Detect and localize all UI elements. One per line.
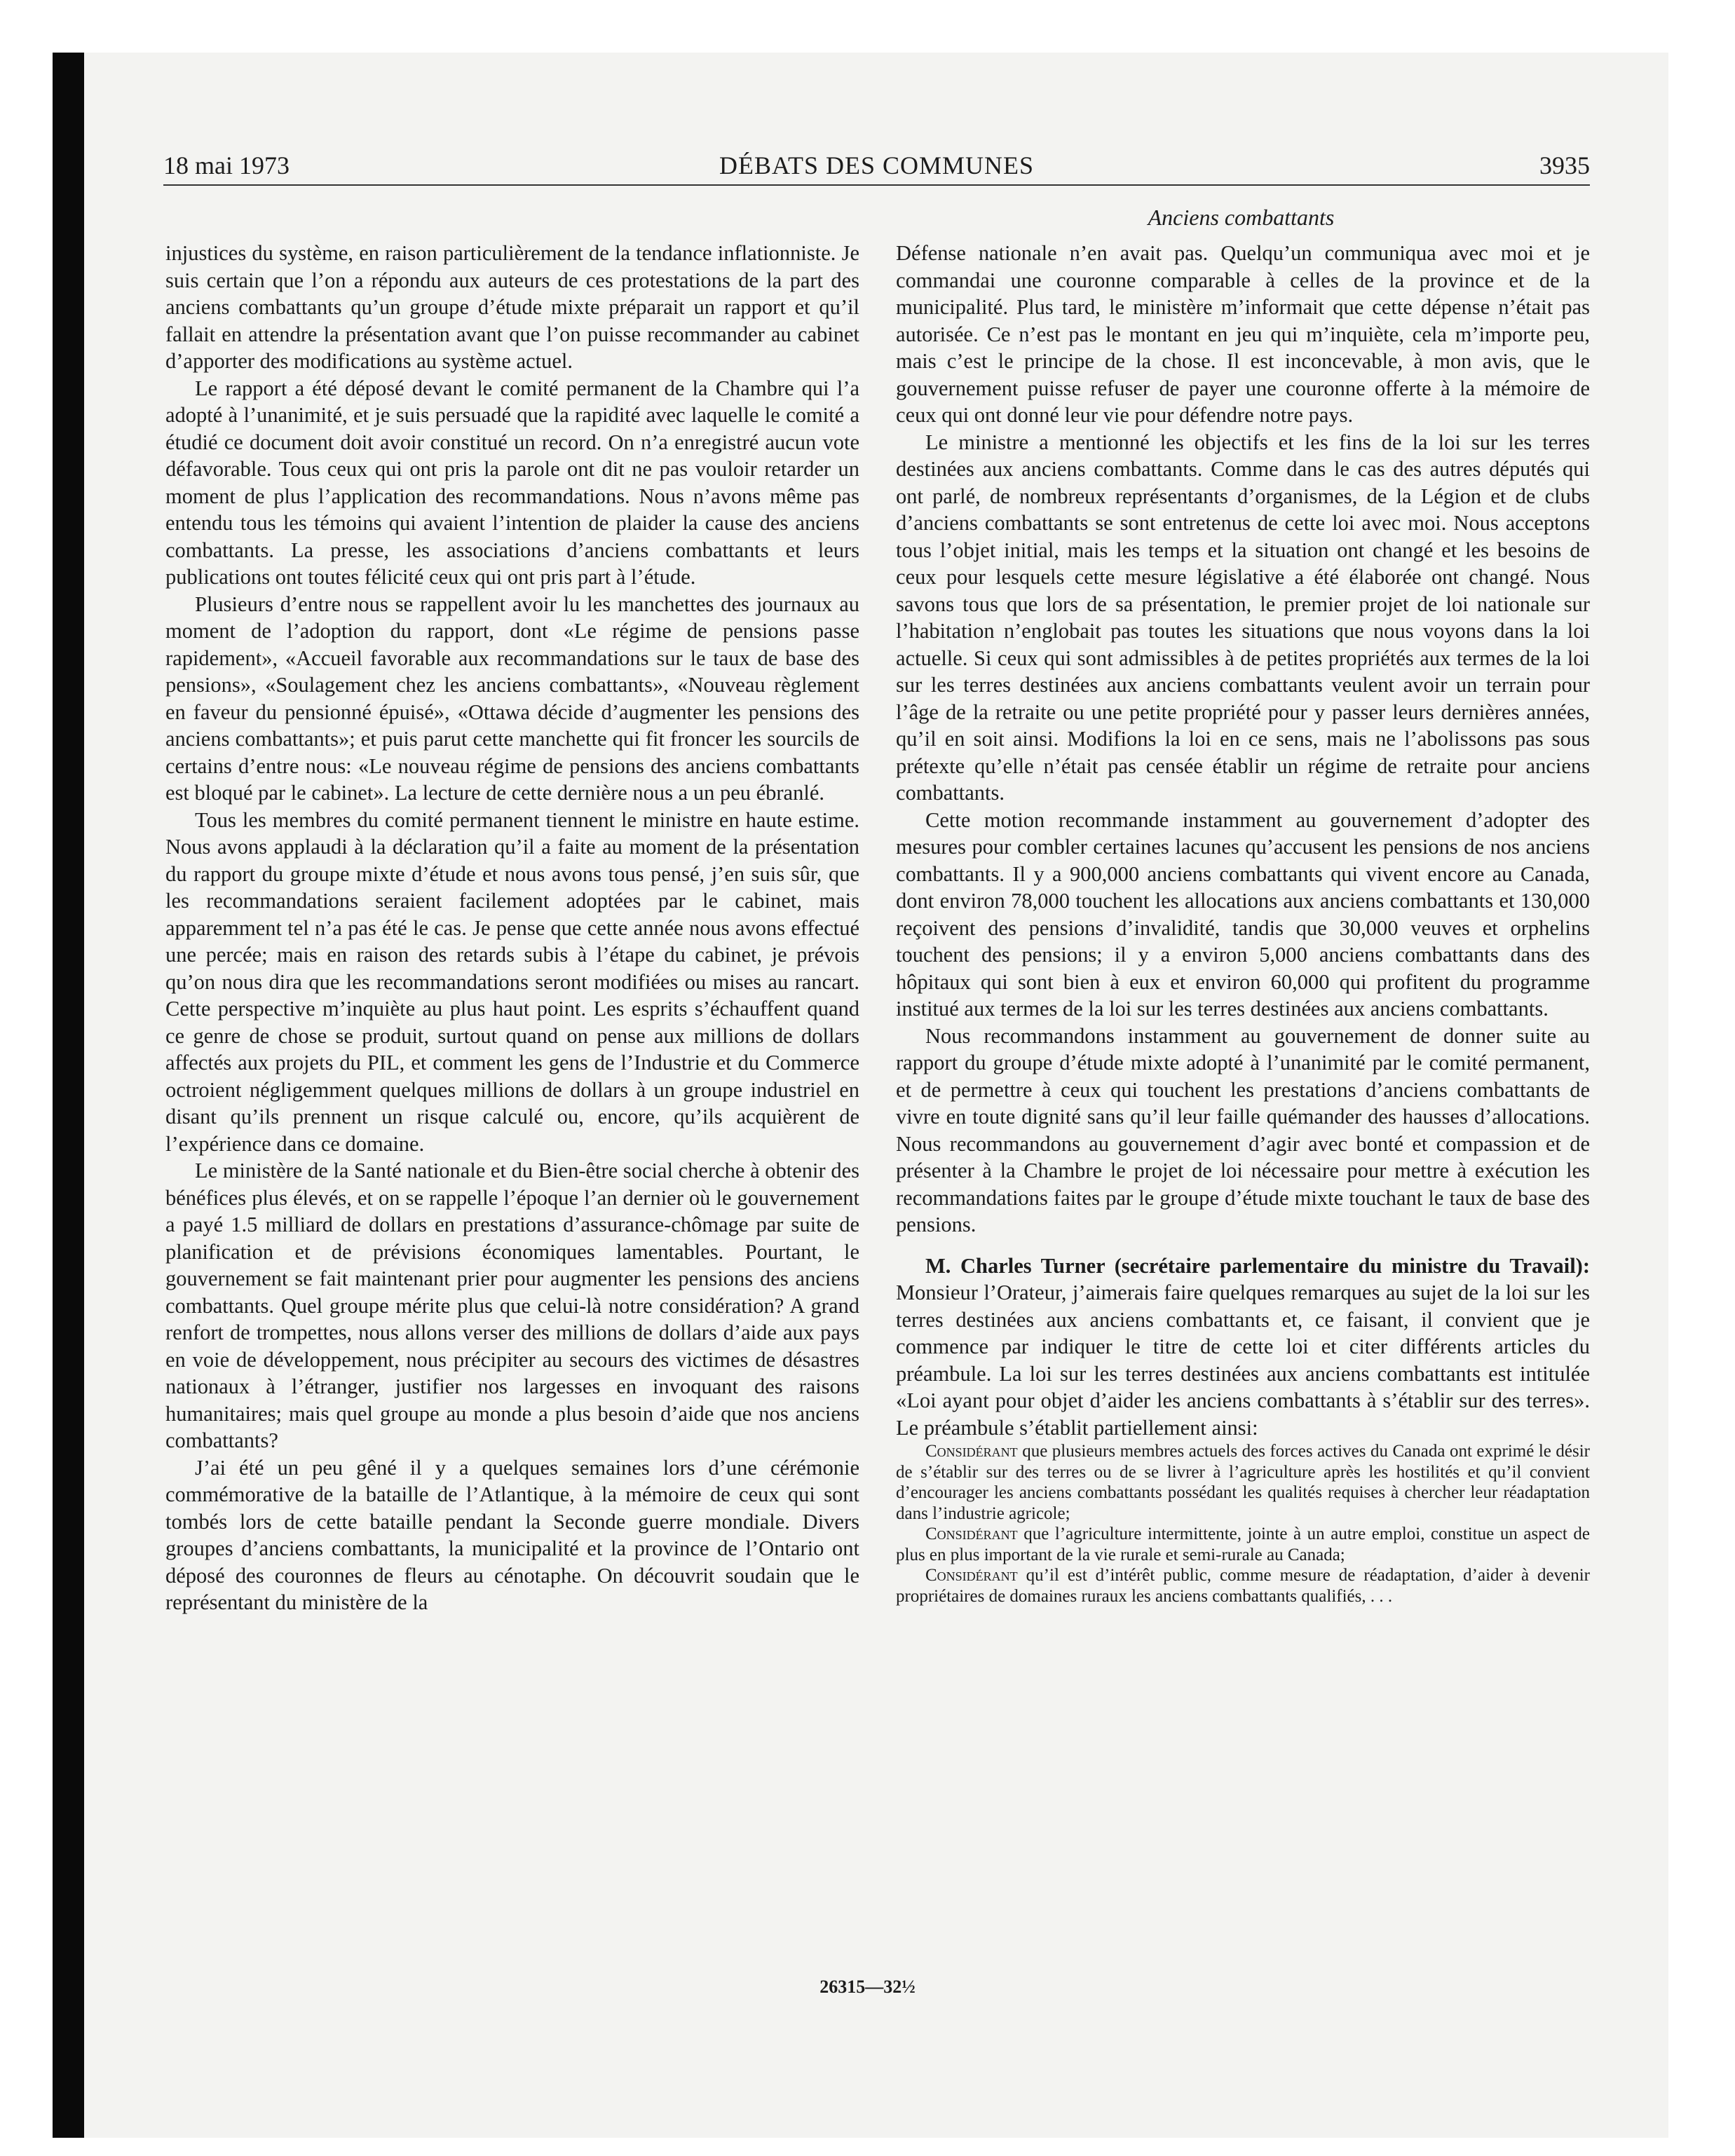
section-title: Anciens combattants [1148, 205, 1335, 230]
preamble-quote [896, 1524, 1590, 1565]
header-date: 18 mai 1973 [163, 151, 290, 179]
paragraph: Le ministre a mentionné les objectifs et les fins de la loi sur les terres destinées aux anciens combattants. Comme dans le cas des autres députés qui ont parlé, de nombreux représentants d’organismes, de la Légion et de clubs d’anciens combattants se sont entretenus de cette loi avec moi. Nous acceptons tous l’objet initial, mais les temps et la situation ont changé et les besoins de ceux pour lesquels cette mesure législative a été élaborée ont changé. Nous savons tous que lors de sa présentation, le premier projet de loi nationale sur l’habitation n’englobait pas toutes les situations que nous voyons dans la loi actuelle. Si ceux qui sont admissibles à de petites propriétés aux termes de la loi sur les terres destinées aux anciens combattants veulent avoir un terrain pour l’âge de la retraite ou une petite propriété pour y passer leurs dernières années, qu’il en soit ainsi. Modifions la loi en ce sens, mais ne l’abolissons pas sous prétexte qu’elle n’était pas censée établir un régime de retraite pour anciens combattants. [896, 430, 1590, 805]
quote-text: qu’il est d’intérêt public, comme mesure de réadaptation, d’aider à devenir propriétaires de domaines ruraux les anciens combattants qualifiés, . . . [896, 1566, 1590, 1606]
quote-text: que plusieurs membres actuels des forces actives du Canada ont exprimé le désir de s’établir sur des terres ou de se livrer à l’agriculture après les hostilités et qu’il convient d’encourager les anciens combattants possédant les qualités requises à chercher leur réadaptation dans l’industrie agricole; [896, 1442, 1590, 1523]
paragraph: Défense nationale n’en avait pas. Quelqu’un communiqua avec moi et je commandai une couronne comparable à celles de la province et de la municipalité. Plus tard, le ministère m’informait que cette dépense n’était pas autorisée. Ce n’est pas le montant en jeu qui m’inquiète, cela m’importe peu, mais c’est le principe de la chose. Il est inconcevable, à mon avis, que le gouvernement puisse refuser de payer une couronne offerte à la mémoire de ceux qui ont donné leur vie pour défendre notre pays. [896, 241, 1590, 427]
quote-lead: Considérant [925, 1442, 1018, 1461]
quote-text: que l’agriculture intermittente, jointe à un autre emploi, constitue un aspect de plus en plus important de la vie rurale et semi-rurale au Canada; [896, 1524, 1591, 1564]
preamble-quote [896, 1441, 1590, 1524]
quote-lead: Considérant [925, 1566, 1018, 1585]
paragraph: Cette motion recommande instamment au gouvernement d’adopter des mesures pour combler certaines lacunes qu’accusent les pensions de nos anciens combattants. Il y a 900,000 anciens combattants qui vivent encore au Canada, dont environ 78,000 touchent les allocations aux anciens combattants et 130,000 reçoivent des pensions d’invalidité, tandis que 30,000 veuves et orphelins touchent des pensions; il y a environ 5,000 anciens combattants dans des hôpitaux qui sont bien à eux et environ 60,000 qui profitent du programme institué aux termes de la loi sur les terres destinées aux anciens combattants. [896, 807, 1590, 1021]
running-header [163, 151, 1590, 186]
paragraph: injustices du système, en raison particulièrement de la tendance inflationniste. Je suis certain que l’on a répondu aux auteurs de ces protestations de la part des anciens combattants qu’un groupe d’étude mixte préparait un rapport et qu’il fallait en attendre la présentation avant que l’on puisse recommander au cabinet d’apporter des modifications au système actuel. [165, 241, 859, 373]
header-page-number: 3935 [1539, 151, 1590, 179]
footer-code: 26315—32½ [819, 1977, 916, 1997]
preamble-quote [896, 1565, 1590, 1606]
quote-lead: Considérant [925, 1524, 1018, 1543]
scan-edge-bar [53, 53, 84, 2138]
paragraph: Plusieurs d’entre nous se rappellent avoir lu les manchettes des journaux au moment de l’adoption du rapport, dont «Le régime de pensions passe rapidement», «Accueil favorable aux recommandations sur le taux de base des pensions», «Soulagement chez les anciens combattants», «Nouveau règlement en faveur du pensionné épuisé», «Ottawa décide d’augmenter les pensions des anciens combattants»; et puis parut cette manchette qui fit froncer les sourcils de certains d’entre nous: «Le nouveau régime de pensions des anciens combattants est bloqué par le cabinet». La lecture de cette dernière nous a un peu ébranlé. [165, 592, 859, 805]
header-title: DÉBATS DES COMMUNES [719, 151, 1035, 179]
speaker-text: Monsieur l’Orateur, j’aimerais faire quelques remarques au sujet de la loi sur les terres destinées aux anciens combattants et, ce faisant, il convient que je commence par indiquer le titre de cette loi et citer différents articles du préambule. La loi sur les terres destinées aux anciens combattants est intitulée «Loi ayant pour objet d’aider les anciens combattants à s’établir sur des terres». Le préambule s’établit partiellement ainsi: [896, 1281, 1590, 1440]
paragraph: Nous recommandons instamment au gouvernement de donner suite au rapport du groupe d’étude mixte adopté à l’unanimité par le comité permanent, et de permettre à ceux qui touchent les prestations d’anciens combattants de vivre en toute dignité sans qu’il leur faille quémander des hausses d’allocations. Nous recommandons au gouvernement d’agir avec bonté et compassion et de présenter à la Chambre le projet de loi nécessaire pour mettre à exécution les recommandations faites par le groupe d’étude mixte touchant le taux de base des pensions. [896, 1023, 1590, 1236]
speaker-name: M. Charles Turner (secrétaire parlementaire du ministre du Travail): [925, 1253, 1590, 1278]
left-column [165, 240, 859, 1616]
speaker-paragraph [896, 1253, 1590, 1442]
right-column [896, 240, 1590, 1606]
paragraph: Le ministère de la Santé nationale et du Bien-être social cherche à obtenir des bénéfices plus élevés, et on se rappelle l’époque l’an dernier où le gouvernement a payé 1.5 milliard de dollars en prestations d’assurance-chômage par suite de planification et de prévisions économiques lamentables. Pourtant, le gouvernement se fait maintenant prier pour augmenter les pensions des anciens combattants. Quel groupe mérite plus que celui-là notre considération? A grand renfort de trompettes, nous allons verser des millions de dollars d’aide aux pays en voie de développement, nous précipiter au secours des victimes de désastres nationaux à l’étranger, justifier nos largesses en invoquant des raisons humanitaires; mais quel groupe au monde a plus besoin d’aide que nos anciens combattants? [165, 1159, 859, 1452]
paragraph: Tous les membres du comité permanent tiennent le ministre en haute estime. Nous avons applaudi à la déclaration qu’il a faite au moment de la présentation du rapport du groupe mixte d’étude et nous avons tous pensé, j’en suis sûr, que les recommandations seraient facilement adoptées par le cabinet, mais apparemment tel n’a pas été le cas. Je pense que cette année nous avons effectué une percée; mais en raison des retards subis à l’étape du cabinet, je prévois qu’on nous dira que les recommandations seront modifiées ou mises au rancart. Cette perspective m’inquiète au plus haut point. Les esprits s’échauffent quand ce genre de chose se produit, surtout quand on pense aux millions de dollars affectés aux projets du PIL, et comment les gens de l’Industrie et du Commerce octroient négligemment quelques millions de dollars à un groupe industriel en disant qu’ils prennent un risque calculé ou, encore, qu’ils acquièrent de l’expérience dans ce domaine. [165, 807, 859, 1156]
paragraph: Le rapport a été déposé devant le comité permanent de la Chambre qui l’a adopté à l’unanimité, et je suis persuadé que la rapidité avec laquelle le comité a étudié ce document doit avoir constitué un record. On n’a enregistré aucun vote défavorable. Tous ceux qui ont pris la parole ont dit ne pas vouloir retarder un moment de plus l’application des recommandations. Nous n’avons même pas entendu tous les témoins qui avaient l’intention de plaider la cause des anciens combattants. La presse, les associations d’anciens combattants et leurs publications ont toutes félicité ceux qui ont pris part à l’étude. [165, 376, 859, 589]
paragraph: J’ai été un peu gêné il y a quelques semaines lors d’une cérémonie commémorative de la bataille de l’Atlantique, à la mémoire de ceux qui sont tombés lors de cette bataille pendant la Seconde guerre mondiale. Divers groupes d’anciens combattants, la municipalité et la province de l’Ontario ont déposé des couronnes de fleurs au cénotaphe. On découvrit soudain que le représentant du ministère de la [165, 1455, 859, 1614]
